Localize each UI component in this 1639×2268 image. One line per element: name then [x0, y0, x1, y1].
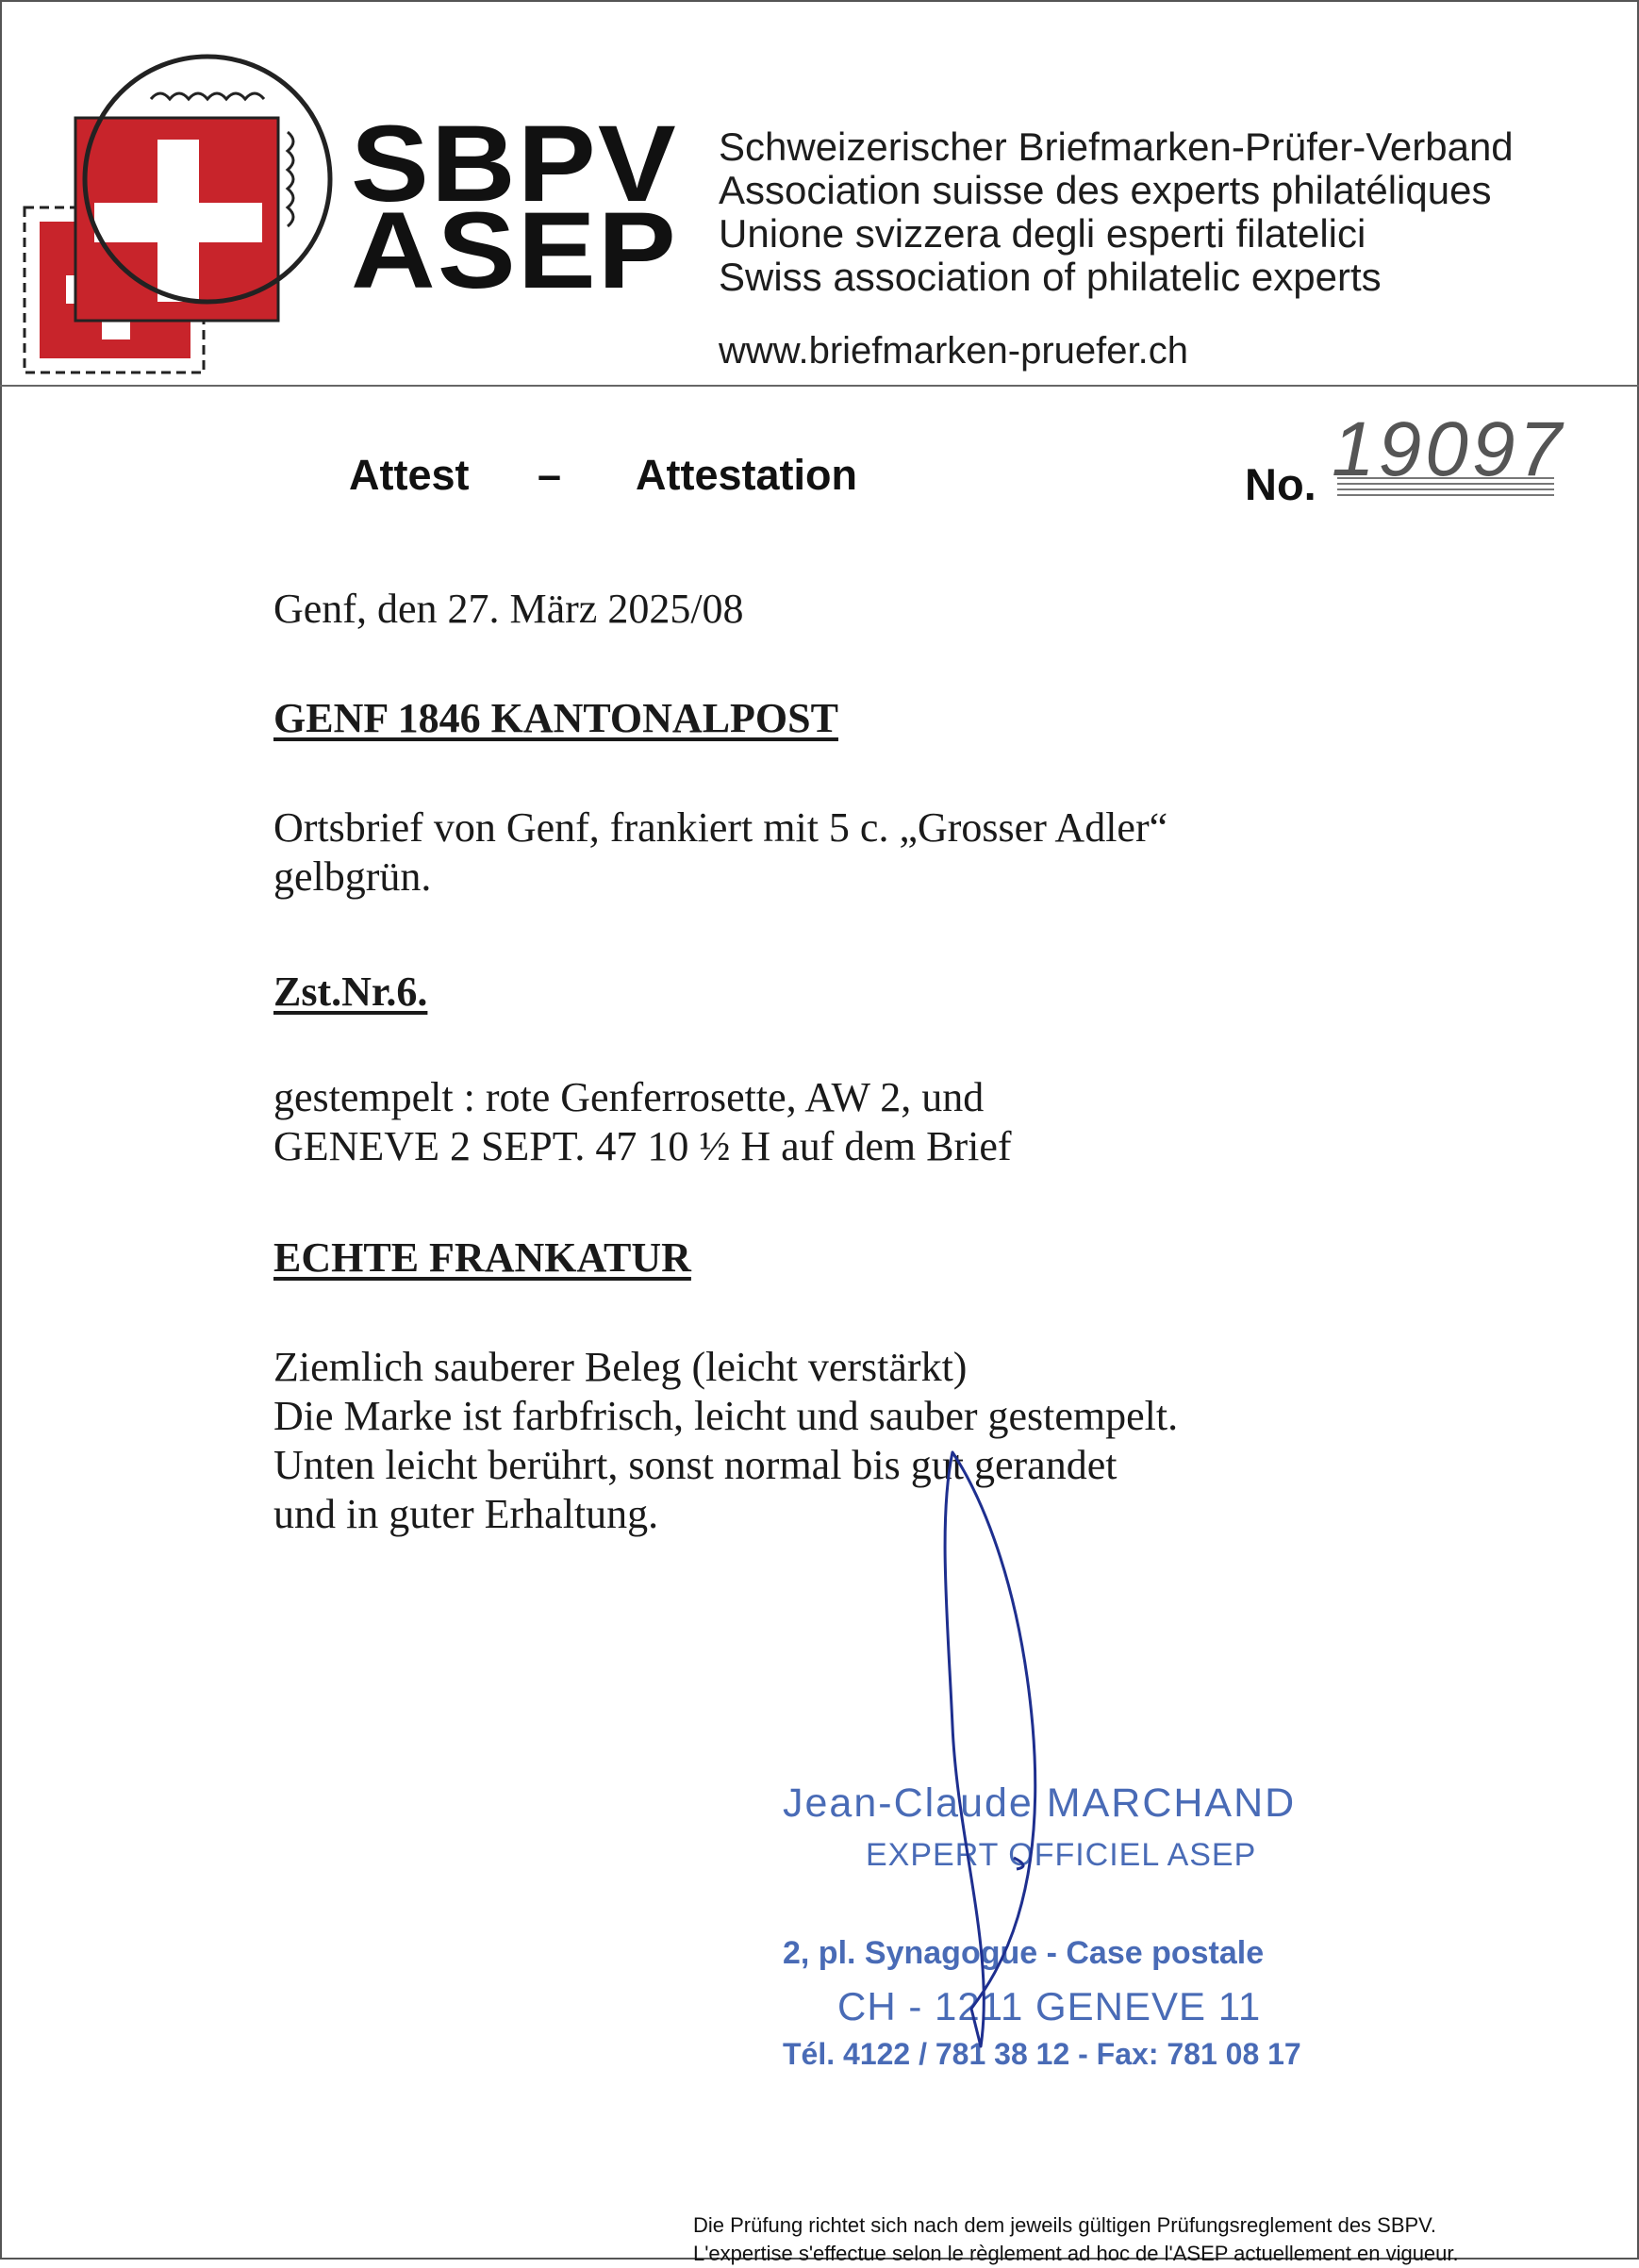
name-german: Schweizerischer Briefmarken-Prüfer-Verband: [719, 124, 1514, 169]
association-names: [719, 125, 1514, 299]
title-dash: –: [538, 451, 562, 499]
description-line: Ortsbrief von Genf, frankiert mit 5 c. „Grosser Adler“: [273, 804, 1168, 851]
cancellation-line: gestempelt : rote Genferrosette, AW 2, und: [273, 1074, 985, 1120]
stamp-expert-name: Jean-Claude MARCHAND: [783, 1780, 1297, 1826]
association-acronym: [351, 104, 678, 311]
place-date: Genf, den 27. März 2025/08: [273, 586, 744, 632]
swiss-cross-stamp-logo: [19, 28, 339, 377]
heading-kantonalpost: GENF 1846 KANTONALPOST: [273, 695, 838, 741]
condition-line: Unten leicht berührt, sonst normal bis gut gerandet: [273, 1442, 1118, 1488]
verdict-heading: ECHTE FRANKATUR: [273, 1234, 691, 1281]
handwritten-signature: [915, 1443, 1066, 2065]
condition-line: und in guter Erhaltung.: [273, 1491, 659, 1537]
footer-line-german: Die Prüfung richtet sich nach dem jeweils gültigen Prüfungsreglement des SBPV.: [693, 2213, 1436, 2237]
description: [273, 803, 1330, 902]
stamp-city: CH - 1211 GENEVE 11: [837, 1984, 1262, 2028]
cancellation: [273, 1073, 1330, 1171]
stamp-address-line: 2, pl. Synagogue - Case postale: [783, 1935, 1265, 1971]
footer-note: [693, 2211, 1459, 2268]
name-english: Swiss association of philatelic experts: [719, 255, 1382, 299]
large-stamp-icon: [75, 118, 278, 321]
condition-line: Ziemlich sauberer Beleg (leicht verstärkt): [273, 1344, 968, 1390]
certificate-number: 19097: [1332, 406, 1566, 492]
letterhead: [0, 0, 1639, 387]
name-french: Association suisse des experts philatéliques: [719, 168, 1492, 212]
stamp-expert-title: EXPERT OFFICIEL ASEP: [866, 1837, 1257, 1873]
cancellation-line: GENEVE 2 SEPT. 47 10 ½ H auf dem Brief: [273, 1123, 1012, 1169]
title-attestation: Attestation: [636, 451, 857, 499]
certificate-number-label: No.: [1245, 459, 1316, 509]
name-italian: Unione svizzera degli esperti filatelici: [719, 211, 1366, 256]
footer-line-french: L'expertise s'effectue selon le règlement ad hoc de l'ASEP actuellement en vigueur.: [693, 2242, 1459, 2265]
description-line: gelbgrün.: [273, 853, 432, 900]
acronym-sbpv: SBPV: [351, 104, 678, 224]
condition-description: [273, 1343, 1330, 1539]
catalog-number: Zst.Nr.6.: [273, 968, 428, 1015]
number-underline: [1337, 476, 1554, 497]
acronym-asep: ASEP: [351, 190, 678, 311]
website-link[interactable]: www.briefmarken-pruefer.ch: [719, 330, 1188, 372]
title-attest: Attest: [349, 451, 470, 499]
condition-line: Die Marke ist farbfrisch, leicht und sauber gestempelt.: [273, 1393, 1179, 1439]
stamp-phone-fax: Tél. 4122 / 781 38 12 - Fax: 781 08 17: [783, 2037, 1301, 2071]
